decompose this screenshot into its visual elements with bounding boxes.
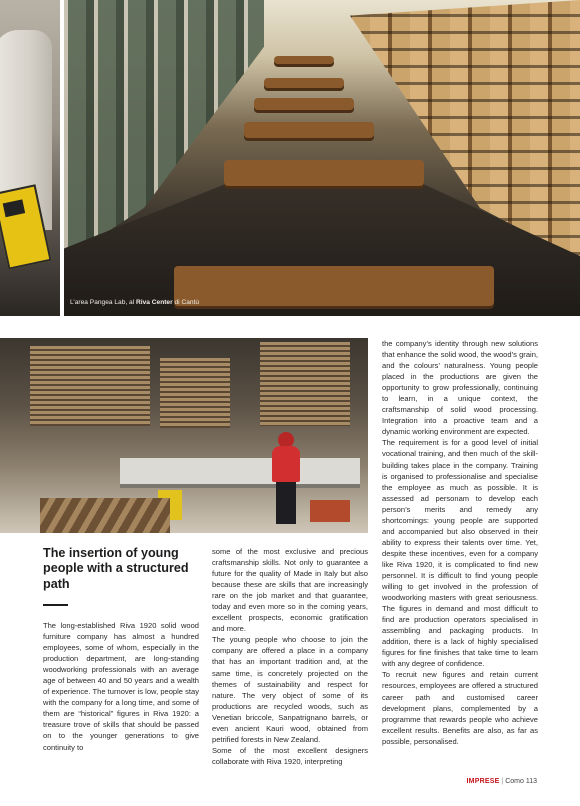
paragraph: To recruit new figures and retain current resources, employees are offered a structured career path and customised career development plans, complemented by a programme that rewards people who achieve excellent results. Benefits are also, as far as possible, personalised.	[382, 670, 538, 746]
photo-caption: L’area Pangea Lab, al Riva Center di Cantù	[70, 299, 200, 306]
body-column-2	[212, 546, 368, 767]
table	[274, 56, 334, 64]
headline-rule	[43, 604, 68, 606]
table	[254, 98, 354, 110]
paragraph: The requirement is for a good level of initial vocational training, and then much of the skill-building takes place in the company. Training is organised to professionalise and specialise the employee as much as possible. It is assessed ad personam to develop each person’s merits and remedy any shortcomings: young people are supported and accompanied but also observed in their ability to express their talents over time. Yet, despite these incentives, even for a company like Riva 1920, it is complicated to find new personnel. It is difficult to find young people willing to get involved in the profession of woodworking masters with great seriousness. The figures in demand and most difficult to find are production operators specialised in assembling and packaging products. In addition, there is a lack of highly specialised figures for fine finishes that take time to learn with any degree of confidence.	[382, 438, 538, 669]
body-column-3	[382, 338, 538, 747]
city-name: Como	[505, 778, 524, 785]
photo-workshop	[0, 338, 368, 533]
paragraph: Some of the most excellent designers collaborate with Riva 1920, interpreting	[212, 745, 368, 766]
workbench-machine	[120, 458, 360, 488]
lumber-stack	[260, 342, 350, 426]
body-column-1	[43, 620, 199, 753]
table	[174, 266, 494, 306]
photo-worker-cropped	[0, 0, 60, 316]
red-crate	[310, 500, 350, 522]
table	[244, 122, 374, 138]
paragraph: the company’s identity through new solutions that enhance the solid wood, the wood’s grain, and the colours’ naturalness. Young people placed in the productions are given the opportunity to grow professionally, continuing to learn, in a unique context, the craftsmanship of solid wood processing. Integration into a proactive team and a dynamic working environment are expected.	[382, 339, 538, 437]
paragraph: The young people who choose to join the company are offered a place in a company that has an important tradition and, at the same time, is concretely projected on the themes of sustainability and respect for nature. The very object of some of its productions are recycled woods, such as Venetian briccole, Sanpatrignano barrels, or even ancient Kauri wood, obtained from petrified forests in New Zealand.	[212, 635, 368, 744]
lumber-stack	[30, 346, 150, 426]
paragraph: The long-established Riva 1920 solid wood furniture company has almost a hundred employees, some of whom, especially in the production department, are long-standing woodworking professionals with an average age of between 40 and 50 years and a wealth of experience. The turnover is low, people stay with the company for a long time, and some of them are “historical” figures in Riva 1920: a treasure trove of skills that should be passed on to the younger generations to give continuity to	[43, 621, 199, 752]
page-footer	[467, 778, 537, 785]
footer-separator: |	[501, 778, 504, 785]
lumber-stack	[160, 358, 230, 428]
paragraph: some of the most exclusive and precious craftsmanship skills. Not only to guarantee a future for the quality of Made in Italy but also because these are skills that are increasingly rare on the job market and that guarantee, today and even more so in the coming years, excellent prospects, economic gratification and more.	[212, 547, 368, 634]
table	[224, 160, 424, 186]
photo-pangea-lab	[64, 0, 580, 316]
magazine-name: IMPRESE	[466, 778, 500, 785]
table	[264, 78, 344, 88]
article-headline: The insertion of young people with a structured path	[43, 546, 189, 591]
worker-red-jacket	[270, 432, 302, 524]
planks	[40, 498, 170, 533]
page-number: 113	[525, 778, 537, 785]
